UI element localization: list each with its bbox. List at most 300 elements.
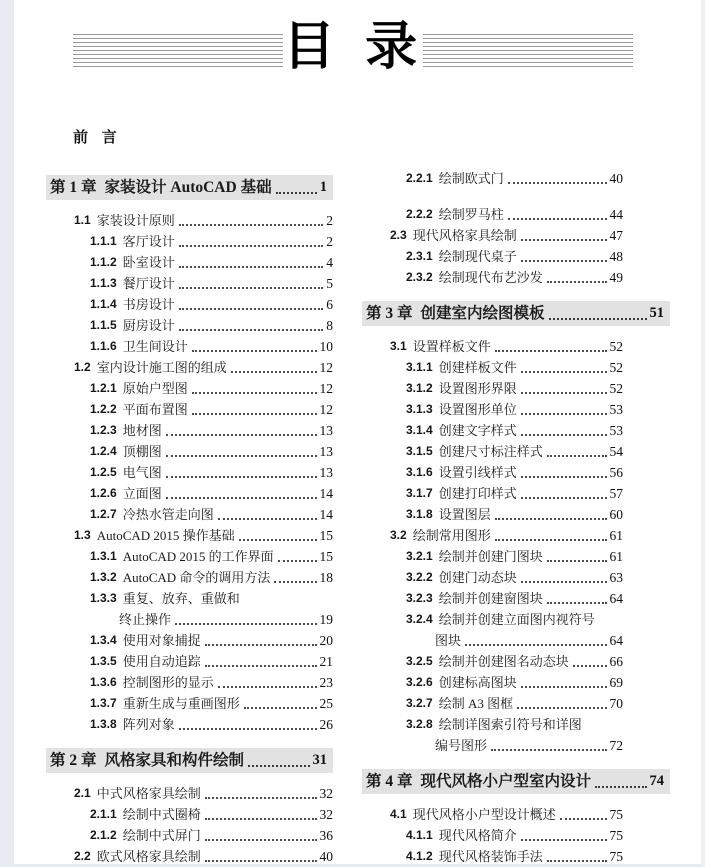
- dot-leader: [179, 266, 324, 268]
- dot-leader: [547, 860, 607, 862]
- entry-number: 1.3: [74, 528, 91, 542]
- dot-leader: [560, 818, 607, 820]
- dot-leader: [244, 707, 317, 709]
- entry-number: 3.2.1: [406, 549, 433, 563]
- toc-entry[interactable]: [46, 804, 333, 825]
- toc-entry[interactable]: [362, 846, 670, 867]
- toc-entry[interactable]: [46, 672, 333, 693]
- dot-leader: [517, 707, 606, 709]
- dot-leader: [495, 518, 607, 520]
- page-number: 52: [609, 360, 623, 375]
- entry-title: 绘制罗马柱: [438, 207, 504, 222]
- toc-entry[interactable]: [46, 504, 333, 525]
- entry-title: 创建样板文件: [438, 360, 517, 375]
- page-number: 56: [609, 465, 623, 480]
- toc-entry[interactable]: [362, 525, 670, 546]
- entry-title: 绘制并创建窗图块: [438, 591, 543, 606]
- entry-number: 1.3.3: [90, 591, 117, 605]
- toc-column-left: [46, 170, 333, 867]
- entry-number: 3.1.8: [406, 507, 433, 521]
- entry-title: 现代风格装饰手法: [438, 849, 543, 864]
- page-number: 20: [319, 633, 333, 648]
- entry-title: 创建文字样式: [438, 423, 517, 438]
- dot-leader: [547, 560, 607, 562]
- chapter-title: 现代风格小户型室内设计: [420, 773, 592, 790]
- toc-entry[interactable]: [362, 546, 670, 567]
- dot-leader: [549, 318, 647, 320]
- dot-leader: [274, 581, 316, 583]
- toc-entry[interactable]: [362, 336, 670, 357]
- page-number: 13: [319, 465, 333, 480]
- entry-number: 1.1.3: [90, 276, 117, 290]
- entry-title: 绘制常用图形: [412, 528, 491, 543]
- page-number: 40: [319, 849, 333, 864]
- page-number: 75: [609, 807, 623, 822]
- entry-number: 1.1.4: [90, 297, 117, 311]
- entry-number: 3.1.6: [406, 465, 433, 479]
- entry-number: 2.2.2: [406, 207, 433, 221]
- toc-entry[interactable]: [46, 825, 333, 846]
- entry-title: 电气图: [122, 465, 162, 480]
- entry-title: AutoCAD 命令的调用方法: [122, 570, 271, 585]
- toc-entry[interactable]: [46, 420, 333, 441]
- page-number: 63: [609, 570, 623, 585]
- page-number: 18: [319, 570, 333, 585]
- entry-number: 3.1.4: [406, 423, 433, 437]
- page-number: 4: [326, 255, 333, 270]
- entry-title: 绘制现代布艺沙发: [438, 270, 543, 285]
- dot-leader: [547, 602, 607, 604]
- entry-title: 现代风格简介: [438, 828, 517, 843]
- entry-number: 1.3.7: [90, 696, 117, 710]
- toc-entry[interactable]: [362, 441, 670, 462]
- page-number: 74: [649, 773, 664, 789]
- entry-title: 顶棚图: [122, 444, 162, 459]
- dot-leader: [205, 818, 317, 820]
- dot-leader: [166, 497, 317, 499]
- dot-leader: [192, 392, 317, 394]
- title-rule-lines-right: [423, 34, 633, 68]
- page-number: 49: [609, 270, 623, 285]
- dot-leader: [521, 581, 607, 583]
- entry-title: 创建尺寸标注样式: [438, 444, 543, 459]
- chapter-number: 第 4 章: [366, 773, 413, 790]
- page-number: 31: [312, 752, 327, 768]
- dot-leader: [521, 413, 607, 415]
- entry-title: 绘制中式屏门: [122, 828, 201, 843]
- page-number: 47: [609, 228, 623, 243]
- entry-title: 重复、放弃、重做和: [122, 591, 240, 606]
- toc-entry[interactable]: [46, 357, 333, 378]
- entry-number: 1.3.6: [90, 675, 117, 689]
- page-number: 32: [319, 807, 333, 822]
- entry-title: 绘制现代桌子: [438, 249, 517, 264]
- dot-leader: [276, 192, 317, 194]
- page-number: 1: [319, 179, 327, 195]
- dot-leader: [179, 308, 324, 310]
- entry-number: 1.3.4: [90, 633, 117, 647]
- entry-number: 1.1.1: [90, 234, 117, 248]
- entry-number: 2.1.1: [90, 807, 117, 821]
- page-number: 14: [319, 486, 333, 501]
- entry-title: 冷热水管走向图: [122, 507, 214, 522]
- entry-title: 立面图: [122, 486, 162, 501]
- page-edge-right: [701, 0, 705, 867]
- page-number: 69: [609, 675, 623, 690]
- entry-number: 3.2.8: [406, 717, 433, 731]
- page-number: 66: [609, 654, 623, 669]
- entry-number: 1.2: [74, 360, 91, 374]
- entry-title: 厨房设计: [122, 318, 175, 333]
- toc-entry[interactable]: [362, 567, 670, 588]
- entry-title: 卧室设计: [122, 255, 175, 270]
- toc-entry[interactable]: [362, 714, 670, 735]
- page-number: 64: [609, 591, 623, 606]
- page-number: 75: [609, 828, 623, 843]
- entry-number: 3.1.1: [406, 360, 433, 374]
- toc-entry[interactable]: [362, 651, 670, 672]
- dot-leader: [495, 539, 607, 541]
- toc-entry[interactable]: [46, 630, 333, 651]
- entry-title: 书房设计: [122, 297, 175, 312]
- chapter-title: 家装设计 AutoCAD 基础: [104, 179, 272, 196]
- chapter-heading[interactable]: [362, 769, 670, 794]
- page-number: 5: [326, 276, 333, 291]
- page-number: 2: [326, 234, 333, 249]
- entry-title: 使用对象捕捉: [122, 633, 201, 648]
- chapter-heading[interactable]: [362, 301, 670, 326]
- entry-number: 1.2.7: [90, 507, 117, 521]
- entry-title: 阵列对象: [122, 717, 175, 732]
- page-number: 32: [319, 786, 333, 801]
- entry-title: 重新生成与重画图形: [122, 696, 240, 711]
- page-number: 48: [609, 249, 623, 264]
- entry-title: 平面布置图: [122, 402, 188, 417]
- toc-entry[interactable]: [362, 168, 670, 189]
- page-number: 64: [609, 633, 623, 648]
- dot-leader: [521, 260, 607, 262]
- entry-number: 1.1.2: [90, 255, 117, 269]
- entry-number: 3.1.5: [406, 444, 433, 458]
- entry-number: 3.2.4: [406, 612, 433, 626]
- entry-number: 3.1: [390, 339, 407, 353]
- entry-number: 1.3.1: [90, 549, 117, 563]
- chapter-number: 第 2 章: [50, 752, 97, 769]
- page-number: 70: [609, 696, 623, 711]
- entry-number: 2.3.1: [406, 249, 433, 263]
- dot-leader: [218, 518, 317, 520]
- page-title: 目 录: [283, 17, 424, 77]
- toc-entry[interactable]: [46, 693, 333, 714]
- toc-entry[interactable]: [46, 399, 333, 420]
- page-number: 14: [319, 507, 333, 522]
- entry-title: 绘制中式圈椅: [122, 807, 201, 822]
- entry-title: 设置引线样式: [438, 465, 517, 480]
- page-number: 13: [319, 423, 333, 438]
- entry-number: 1.3.8: [90, 717, 117, 731]
- entry-title: 控制图形的显示: [122, 675, 214, 690]
- toc-entry[interactable]: [46, 588, 333, 609]
- entry-title: 绘制欧式门: [438, 171, 504, 186]
- chapter-title: 风格家具和构件绘制: [104, 752, 245, 769]
- toc-entry[interactable]: [362, 693, 670, 714]
- toc-entry[interactable]: [362, 462, 670, 483]
- page-number: 52: [609, 339, 623, 354]
- entry-number: 1.2.2: [90, 402, 117, 416]
- entry-number: 1.2.3: [90, 423, 117, 437]
- toc-entry[interactable]: [362, 378, 670, 399]
- entry-title: AutoCAD 2015 的工作界面: [122, 549, 274, 564]
- toc-entry[interactable]: [362, 225, 670, 246]
- entry-title: 中式风格家具绘制: [96, 786, 201, 801]
- toc-entry-wrap-line[interactable]: [46, 609, 333, 630]
- page-number: 2: [326, 213, 333, 228]
- dot-leader: [205, 839, 317, 841]
- page-number: 72: [609, 738, 623, 753]
- dot-leader: [495, 350, 607, 352]
- page-number: 57: [609, 486, 623, 501]
- entry-title: 家装设计原则: [96, 213, 175, 228]
- entry-title: 现代风格小户型设计概述: [412, 807, 556, 822]
- entry-number: 1.1: [74, 213, 91, 227]
- dot-leader: [491, 749, 606, 751]
- page-number: 23: [319, 675, 333, 690]
- dot-leader: [166, 434, 317, 436]
- dot-leader: [595, 786, 646, 788]
- toc-entry[interactable]: [46, 378, 333, 399]
- entry-title: 卫生间设计: [122, 339, 188, 354]
- entry-number: 1.1.5: [90, 318, 117, 332]
- entry-title: 创建打印样式: [438, 486, 517, 501]
- dot-leader: [278, 560, 317, 562]
- toc-entry[interactable]: [46, 336, 333, 357]
- dot-leader: [547, 455, 607, 457]
- entry-title-continued: 终止操作: [119, 612, 172, 627]
- page-number: 6: [326, 297, 333, 312]
- chapter-title: 创建室内绘图模板: [420, 305, 545, 322]
- dot-leader: [205, 797, 317, 799]
- entry-number: 1.2.5: [90, 465, 117, 479]
- entry-number: 3.1.3: [406, 402, 433, 416]
- toc-entry[interactable]: [362, 504, 670, 525]
- page-number: 8: [326, 318, 333, 333]
- entry-number: 2.2.1: [406, 171, 433, 185]
- entry-number: 3.1.2: [406, 381, 433, 395]
- entry-number: 3.2.6: [406, 675, 433, 689]
- dot-leader: [205, 860, 317, 862]
- dot-leader: [205, 665, 317, 667]
- toc-entry[interactable]: [46, 567, 333, 588]
- toc-entry[interactable]: [362, 420, 670, 441]
- entry-title: 设置图形界限: [438, 381, 517, 396]
- entry-number: 1.2.4: [90, 444, 117, 458]
- page-number: 12: [319, 381, 333, 396]
- toc-entry[interactable]: [362, 804, 670, 825]
- dot-leader: [521, 476, 607, 478]
- dot-leader: [175, 623, 316, 625]
- chapter-number: 第 3 章: [366, 305, 413, 322]
- entry-number: 1.2.6: [90, 486, 117, 500]
- entry-title: 设置图形单位: [438, 402, 517, 417]
- entry-number: 2.2: [74, 849, 91, 863]
- chapter-number: 第 1 章: [50, 179, 97, 196]
- toc-entry[interactable]: [46, 462, 333, 483]
- toc-entry-wrap-line[interactable]: [362, 630, 670, 651]
- toc-entry[interactable]: [46, 315, 333, 336]
- entry-number: 4.1: [390, 807, 407, 821]
- dot-leader: [508, 182, 607, 184]
- toc-entry[interactable]: [362, 246, 670, 267]
- entry-number: 4.1.1: [406, 828, 433, 842]
- entry-number: 2.3.2: [406, 270, 433, 284]
- toc-entry[interactable]: [46, 651, 333, 672]
- entry-number: 1.1.6: [90, 339, 117, 353]
- page-number: 12: [319, 360, 333, 375]
- entry-title-continued: 编号图形: [435, 738, 488, 753]
- entry-title: AutoCAD 2015 操作基础: [96, 528, 235, 543]
- dot-leader: [573, 665, 607, 667]
- chapter-heading[interactable]: [46, 175, 333, 200]
- page-number: 36: [319, 828, 333, 843]
- preface-heading: 前 言: [73, 130, 122, 146]
- dot-leader: [179, 224, 324, 226]
- page-number: 51: [649, 305, 664, 321]
- entry-title: 餐厅设计: [122, 276, 175, 291]
- toc-entry-wrap-line[interactable]: [362, 735, 670, 756]
- toc-entry[interactable]: [46, 525, 333, 546]
- dot-leader: [179, 329, 324, 331]
- page-number: 12: [319, 402, 333, 417]
- dot-leader: [521, 434, 607, 436]
- toc-entry[interactable]: [362, 588, 670, 609]
- dot-leader: [166, 476, 317, 478]
- dot-leader: [218, 686, 317, 688]
- toc-entry[interactable]: [46, 714, 333, 735]
- entry-number: 3.2: [390, 528, 407, 542]
- entry-number: 3.2.5: [406, 654, 433, 668]
- toc-entry[interactable]: [46, 441, 333, 462]
- dot-leader: [166, 455, 317, 457]
- dot-leader: [521, 371, 607, 373]
- dot-leader: [179, 245, 324, 247]
- entry-number: 1.3.5: [90, 654, 117, 668]
- entry-title: 地材图: [122, 423, 162, 438]
- toc-entry[interactable]: [362, 672, 670, 693]
- dot-leader: [179, 287, 324, 289]
- dot-leader: [248, 765, 309, 767]
- page-number: 53: [609, 423, 623, 438]
- entry-title: 绘制并创建立面图内视符号: [438, 612, 595, 627]
- page-number: 15: [319, 528, 333, 543]
- entry-number: 2.1: [74, 786, 91, 800]
- toc-entry[interactable]: [46, 273, 333, 294]
- toc-entry[interactable]: [46, 846, 333, 867]
- page-edge-left: [0, 0, 14, 867]
- chapter-heading[interactable]: [46, 748, 333, 773]
- dot-leader: [521, 239, 607, 241]
- toc-entry[interactable]: [362, 357, 670, 378]
- page-number: 54: [609, 444, 623, 459]
- dot-leader: [547, 281, 607, 283]
- entry-title: 现代风格家具绘制: [412, 228, 517, 243]
- dot-leader: [192, 413, 317, 415]
- dot-leader: [521, 686, 607, 688]
- page-number: 60: [609, 507, 623, 522]
- dot-leader: [521, 839, 607, 841]
- entry-number: 1.3.2: [90, 570, 117, 584]
- dot-leader: [508, 218, 607, 220]
- dot-leader: [465, 644, 606, 646]
- entry-number: 4.1.2: [406, 849, 433, 863]
- toc-entry[interactable]: [46, 231, 333, 252]
- page-number: 25: [319, 696, 333, 711]
- page-number: 75: [609, 849, 623, 864]
- toc-entry[interactable]: [46, 783, 333, 804]
- entry-number: 3.2.2: [406, 570, 433, 584]
- entry-title: 原始户型图: [122, 381, 188, 396]
- toc-entry[interactable]: [362, 609, 670, 630]
- entry-title-continued: 图块: [435, 633, 462, 648]
- toc-column-right: [362, 168, 670, 867]
- toc-entry[interactable]: [46, 546, 333, 567]
- toc-entry[interactable]: [46, 252, 333, 273]
- entry-title: 绘制 A3 图框: [438, 696, 514, 711]
- entry-title: 创建门动态块: [438, 570, 517, 585]
- title-rule-lines-left: [73, 34, 283, 68]
- toc-entry[interactable]: [362, 267, 670, 288]
- page-number: 52: [609, 381, 623, 396]
- dot-leader: [205, 644, 317, 646]
- entry-title: 客厅设计: [122, 234, 175, 249]
- entry-title: 设置图层: [438, 507, 491, 522]
- entry-title: 使用自动追踪: [122, 654, 201, 669]
- entry-title: 欧式风格家具绘制: [96, 849, 201, 864]
- page-number: 13: [319, 444, 333, 459]
- entry-number: 1.2.1: [90, 381, 117, 395]
- entry-title: 绘制并创建图名动态块: [438, 654, 569, 669]
- dot-leader: [192, 350, 317, 352]
- entry-number: 3.2.3: [406, 591, 433, 605]
- dot-leader: [521, 497, 607, 499]
- entry-number: 2.3: [390, 228, 407, 242]
- page-number: 61: [609, 528, 623, 543]
- entry-title: 绘制详图索引符号和详图: [438, 717, 582, 732]
- page-number: 10: [319, 339, 333, 354]
- toc-entry[interactable]: [362, 204, 670, 225]
- dot-leader: [521, 392, 607, 394]
- toc-entry[interactable]: [46, 483, 333, 504]
- entry-title: 创建标高图块: [438, 675, 517, 690]
- page-number: 53: [609, 402, 623, 417]
- entry-title: 设置样板文件: [412, 339, 491, 354]
- entry-number: 3.2.7: [406, 696, 433, 710]
- page-number: 40: [609, 171, 623, 186]
- dot-leader: [231, 371, 317, 373]
- dot-leader: [179, 728, 317, 730]
- toc-entry[interactable]: [362, 399, 670, 420]
- page-number: 61: [609, 549, 623, 564]
- dot-leader: [239, 539, 317, 541]
- toc-entry[interactable]: [46, 210, 333, 231]
- toc-entry[interactable]: [362, 483, 670, 504]
- toc-entry[interactable]: [46, 294, 333, 315]
- toc-entry[interactable]: [362, 825, 670, 846]
- page-number: 19: [319, 612, 333, 627]
- page-number: 21: [319, 654, 333, 669]
- page-number: 26: [319, 717, 333, 732]
- entry-title: 绘制并创建门图块: [438, 549, 543, 564]
- page-number: 15: [319, 549, 333, 564]
